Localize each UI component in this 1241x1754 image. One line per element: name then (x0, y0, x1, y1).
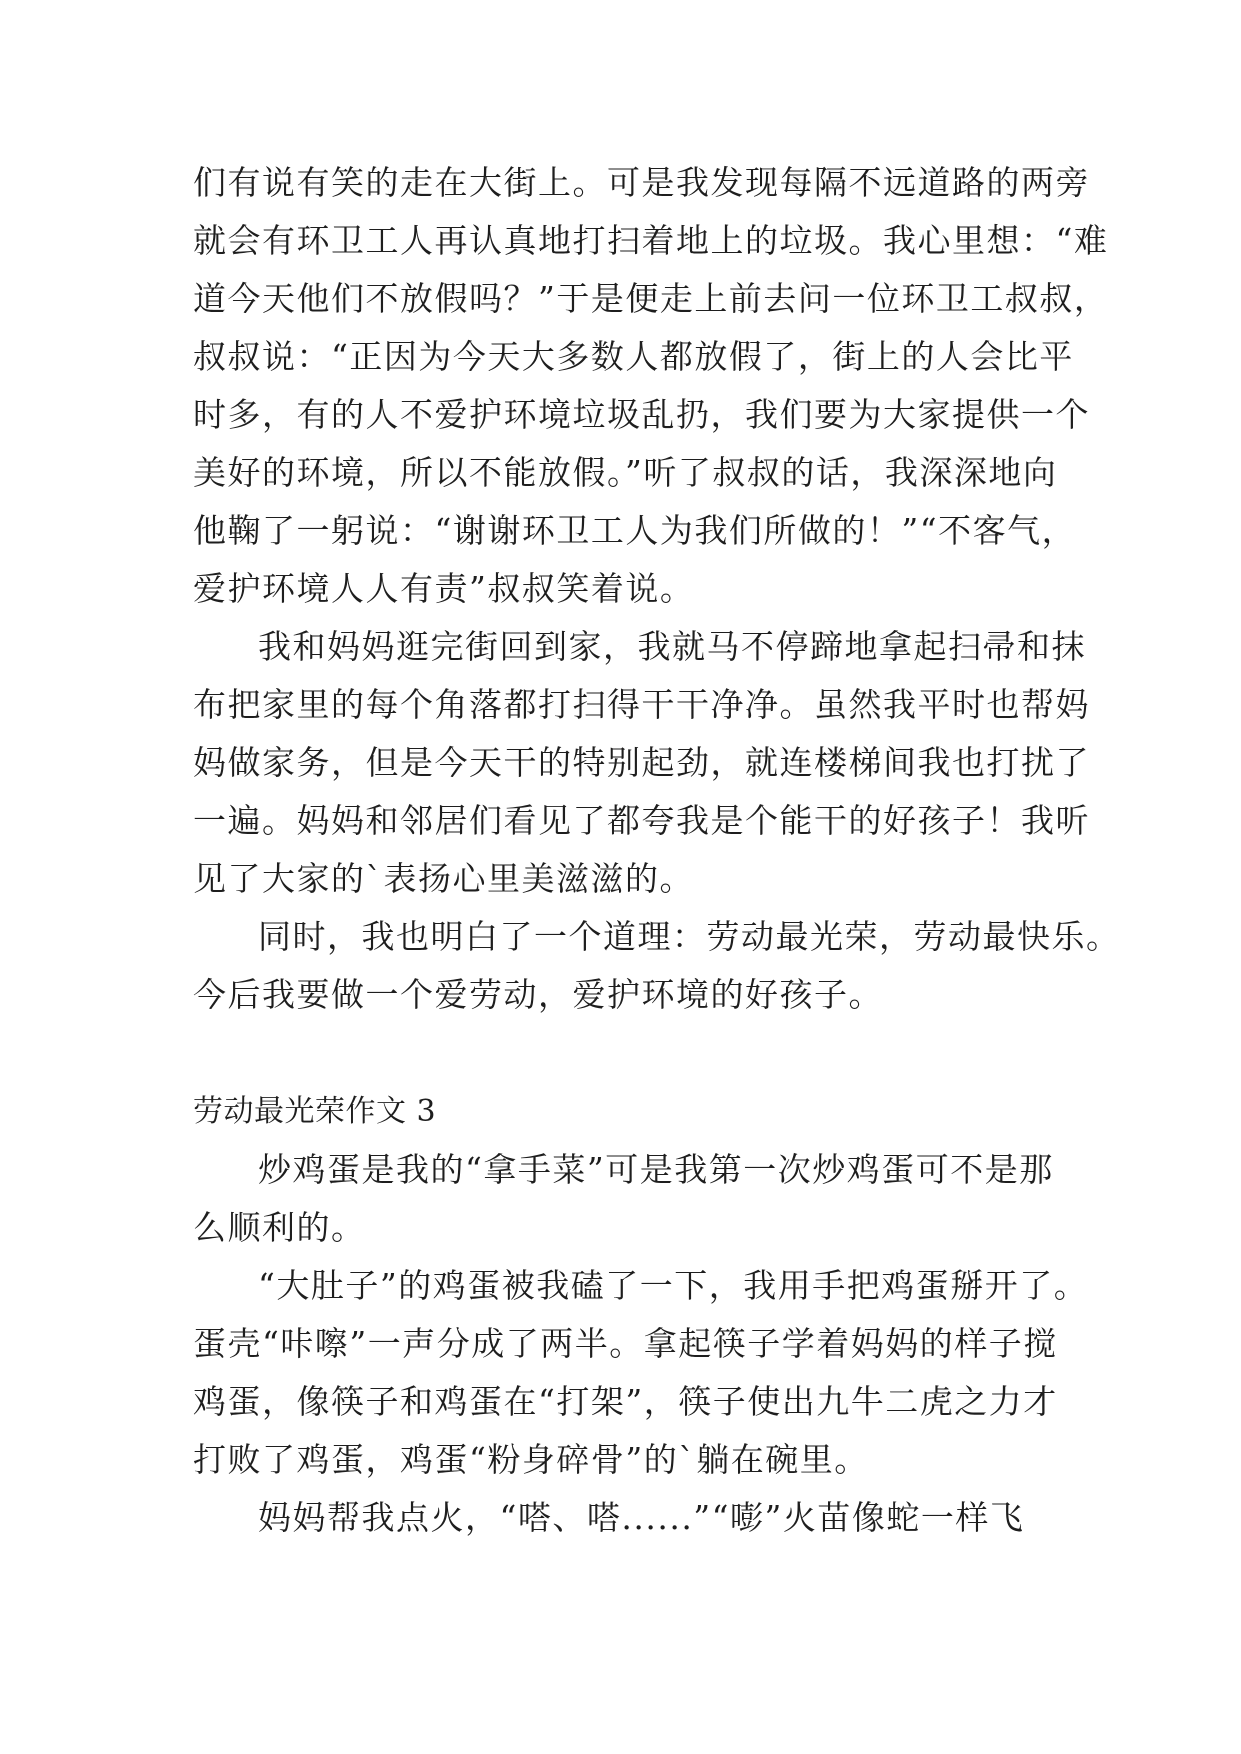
text-line: 打败了鸡蛋，鸡蛋“粉身碎骨”的`躺在碗里。 (193, 1440, 869, 1479)
text-line: 美好的环境，所以不能放假。”听了叔叔的话，我深深地向 (193, 453, 1058, 492)
text-line: 妈做家务，但是今天干的特别起劲，就连楼梯间我也打扰了 (193, 743, 1090, 782)
section-title: 劳动最光荣作文 3 (193, 1094, 437, 1129)
paragraph-first-line: 同时，我也明白了一个道理：劳动最光荣，劳动最快乐。 (258, 917, 1121, 956)
paragraph-first-line: “大肚子”的鸡蛋被我磕了一下，我用手把鸡蛋掰开了。 (258, 1266, 1089, 1305)
text-line: 就会有环卫工人再认真地打扫着地上的垃圾。我心里想：“难 (193, 221, 1109, 260)
text-line: 布把家里的每个角落都打扫得干干净净。虽然我平时也帮妈 (193, 685, 1090, 724)
text-line: 鸡蛋，像筷子和鸡蛋在“打架”，筷子使出九牛二虎之力才 (193, 1382, 1058, 1421)
text-line: 他鞠了一躬说：“谢谢环卫工人为我们所做的！”“不客气， (193, 511, 1077, 550)
text-line: 们有说有笑的走在大街上。可是我发现每隔不远道路的两旁 (193, 163, 1090, 202)
paragraph-first-line: 炒鸡蛋是我的“拿手菜”可是我第一次炒鸡蛋可不是那 (258, 1150, 1054, 1189)
text-line: 爱护环境人人有责”叔叔笑着说。 (193, 569, 695, 608)
text-line: 叔叔说：“正因为今天大多数人都放假了，街上的人会比平 (193, 337, 1074, 376)
paragraph-first-line: 我和妈妈逛完街回到家，我就马不停蹄地拿起扫帚和抹 (258, 627, 1086, 666)
text-line: 今后我要做一个爱劳动，爱护环境的好孩子。 (193, 975, 883, 1014)
text-line: 道今天他们不放假吗？”于是便走上前去问一位环卫工叔叔， (193, 279, 1109, 318)
text-line: 么顺利的。 (193, 1208, 366, 1247)
text-line: 见了大家的`表扬心里美滋滋的。 (193, 859, 694, 898)
text-line: 蛋壳“咔嚓”一声分成了两半。拿起筷子学着妈妈的样子搅 (193, 1324, 1058, 1363)
text-line: 一遍。妈妈和邻居们看见了都夸我是个能干的好孩子！我听 (193, 801, 1090, 840)
paragraph-first-line: 妈妈帮我点火，“嗒、嗒......”“嘭”火苗像蛇一样飞 (258, 1498, 1025, 1537)
text-line: 时多，有的人不爱护环境垃圾乱扔，我们要为大家提供一个 (193, 395, 1090, 434)
